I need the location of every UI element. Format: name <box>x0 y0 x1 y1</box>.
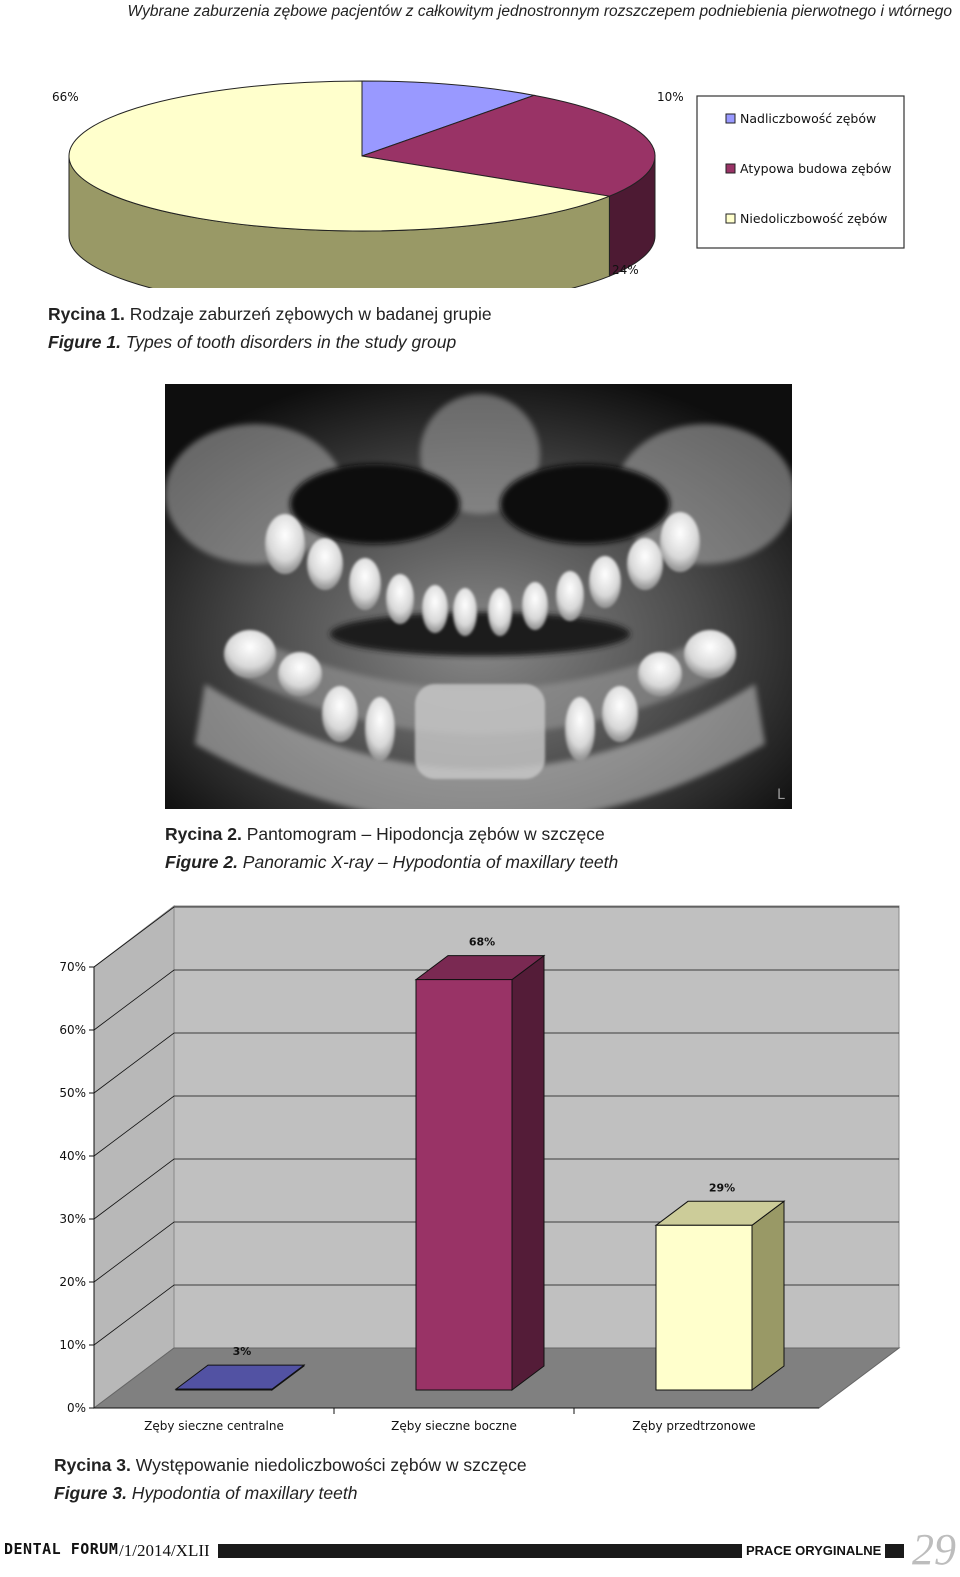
figure1-text-pl: Rodzaje zaburzeń zębowych w badanej grupie <box>124 304 492 324</box>
bar-data-label-3: 29% <box>708 1181 736 1195</box>
figure3-caption <box>54 1451 527 1507</box>
xtick-label-3: Zęby przedtrzonowe <box>632 1419 756 1433</box>
ytick-label-40: 40% <box>59 1149 86 1163</box>
bar-side-3 <box>752 1201 784 1390</box>
figure3-text-pl: Występowanie niedoliczbowości zębów w szczęce <box>130 1455 527 1475</box>
pie-group <box>52 81 684 288</box>
legend-label-2: Atypowa budowa zębów <box>740 161 892 176</box>
figure1-text-en: Types of tooth disorders in the study group <box>120 332 457 352</box>
xray-side-marker: L <box>777 787 785 803</box>
bar-side-2 <box>512 956 544 1390</box>
ytick-label-50: 50% <box>59 1086 86 1100</box>
journal-issue: /1/2014/XLII <box>119 1541 210 1560</box>
section-label: PRACE ORYGINALNE <box>742 1544 885 1558</box>
ytick-label-10: 10% <box>59 1338 86 1352</box>
figure2-caption <box>165 820 618 876</box>
legend-swatch-3 <box>726 214 735 223</box>
figure2-label-pl: Rycina 2. <box>165 824 242 844</box>
xtick-label-1: Zęby sieczne centralne <box>144 1419 284 1433</box>
figure3-label-en: Figure 3. <box>54 1483 127 1503</box>
legend-swatch-2 <box>726 164 735 173</box>
ytick-label-70: 70% <box>59 960 86 974</box>
side-wall <box>94 906 174 1408</box>
bar-data-label-1: 3% <box>232 1345 252 1359</box>
ytick-label-60: 60% <box>59 1023 86 1037</box>
figure2-label-en: Figure 2. <box>165 852 238 872</box>
bar-data-label-2: 68% <box>468 935 496 949</box>
bar-chart <box>40 900 920 1440</box>
pie-label-3: 66% <box>52 90 79 104</box>
pie-label-2: 24% <box>612 263 639 277</box>
figure2-text-en: Panoramic X-ray – Hypodontia of maxillary teeth <box>237 852 619 872</box>
figure3-text-en: Hypodontia of maxillary teeth <box>126 1483 358 1503</box>
figure2-text-pl: Pantomogram – Hipodoncja zębów w szczęce <box>241 824 605 844</box>
bar-3 <box>656 1225 752 1390</box>
ytick-label-30: 30% <box>59 1212 86 1226</box>
pie-label-1: 10% <box>657 90 684 104</box>
figure1-label-en: Figure 1. <box>48 332 121 352</box>
legend-swatch-1 <box>726 114 735 123</box>
panoramic-xray-image <box>165 384 792 809</box>
page-number: 29 <box>912 1525 956 1574</box>
figure1-label-pl: Rycina 1. <box>48 304 125 324</box>
ytick-label-0: 0% <box>66 1401 86 1415</box>
pie-chart <box>40 78 920 288</box>
legend-label-1: Nadliczbowość zębów <box>740 111 877 126</box>
ytick-label-20: 20% <box>59 1275 86 1289</box>
figure1-caption <box>48 300 492 356</box>
journal-brand: DENTAL FORUM <box>4 1540 119 1558</box>
bar-1 <box>176 1389 272 1390</box>
figure3-label-pl: Rycina 3. <box>54 1455 131 1475</box>
bar-2 <box>416 980 512 1390</box>
xtick-label-2: Zęby sieczne boczne <box>391 1419 517 1433</box>
running-header: Wybrane zaburzenia zębowe pacjentów z całkowitym jednostronnym rozszczepem podniebienia pierwotnego i wtórnego <box>127 3 952 20</box>
legend-label-3: Niedoliczbowość zębów <box>740 211 888 226</box>
